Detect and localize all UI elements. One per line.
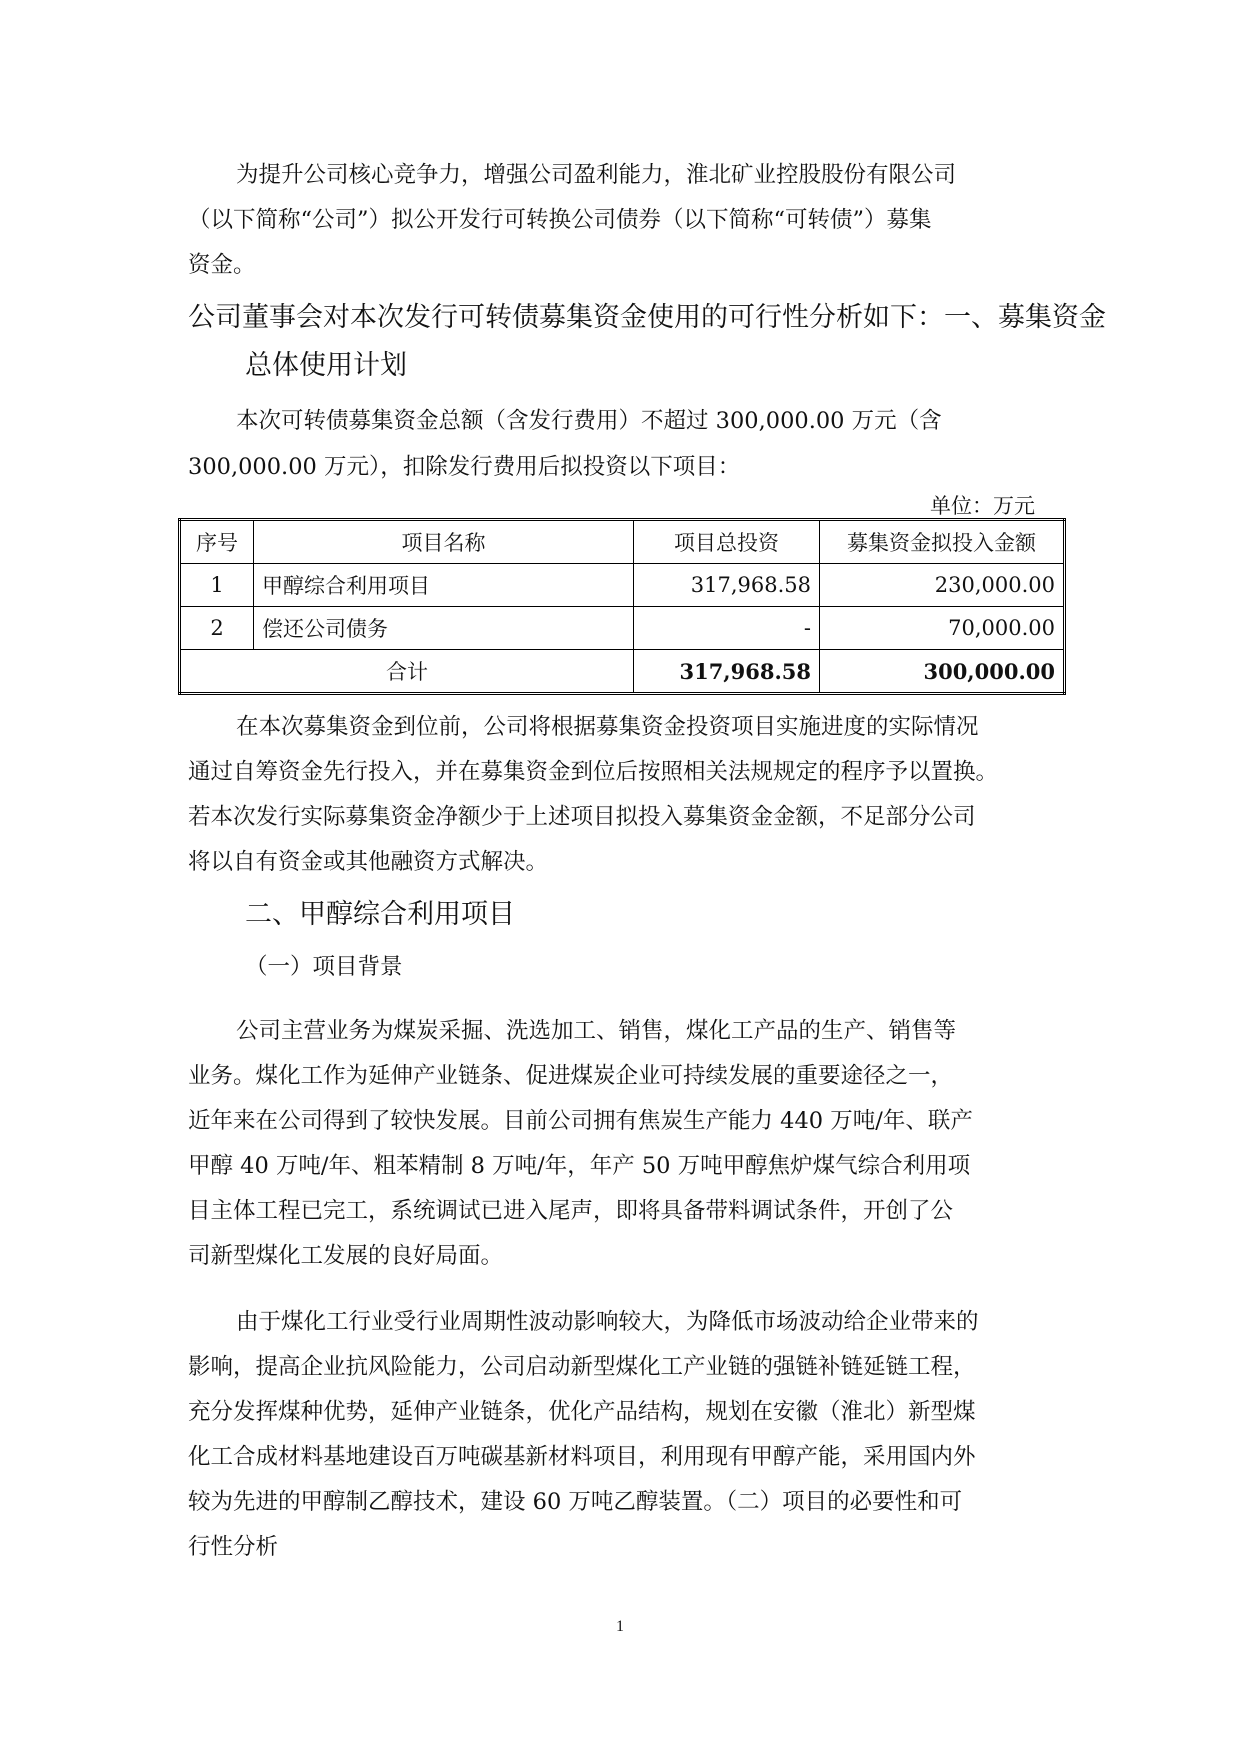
cell-project-name: 偿还公司债务 xyxy=(254,607,634,650)
section-1-title: 总体使用计划 xyxy=(245,350,407,381)
table-sum-row xyxy=(180,650,1065,694)
sum-total: 317,968.58 xyxy=(634,650,820,694)
sum-label: 合计 xyxy=(180,650,634,694)
subsection-1-title: （一）项目背景 xyxy=(245,954,403,980)
sum-raise: 300,000.00 xyxy=(820,650,1065,694)
table-unit-label: 单位：万元 xyxy=(930,494,1035,518)
note-line-1: 在本次募集资金到位前，公司将根据募集资金投资项目实施进度的实际情况 xyxy=(236,714,979,740)
investment-table xyxy=(178,518,1066,695)
cell-no: 2 xyxy=(180,607,254,650)
intro-line-1: 为提升公司核心竞争力，增强公司盈利能力，淮北矿业控股股份有限公司 xyxy=(236,162,957,188)
bg1-line-6: 司新型煤化工发展的良好局面。 xyxy=(188,1243,504,1269)
header-project-name: 项目名称 xyxy=(254,520,634,564)
page-number: 1 xyxy=(616,1618,624,1635)
table-row xyxy=(180,564,1065,607)
note-line-3: 若本次发行实际募集资金净额少于上述项目拟投入募集资金金额，不足部分公司 xyxy=(188,804,976,830)
intro-line-2: （以下简称“公司”）拟公开发行可转换公司债券（以下简称“可转债”）募集 xyxy=(188,207,932,233)
bg2-line-4: 化工合成材料基地建设百万吨碳基新材料项目，利用现有甲醇产能，采用国内外 xyxy=(188,1444,976,1470)
plan-line-1: 本次可转债募集资金总额（含发行费用）不超过 300,000.00 万元（含 xyxy=(236,408,942,434)
bg2-line-2: 影响，提高企业抗风险能力，公司启动新型煤化工产业链的强链补链延链工程， xyxy=(188,1354,976,1380)
header-raised-amount: 募集资金拟投入金额 xyxy=(820,520,1065,564)
board-line-1: 公司董事会对本次发行可转债募集资金使用的可行性分析如下：一、募集资金 xyxy=(188,302,1106,333)
header-total-investment: 项目总投资 xyxy=(634,520,820,564)
cell-total: - xyxy=(634,607,820,650)
header-no: 序号 xyxy=(180,520,254,564)
bg2-line-6: 行性分析 xyxy=(188,1534,279,1560)
table-header-row xyxy=(180,520,1065,564)
plan-line-2: 300,000.00 万元），扣除发行费用后拟投资以下项目： xyxy=(188,454,741,480)
bg1-line-3: 近年来在公司得到了较快发展。目前公司拥有焦炭生产能力 440 万吨/年、联产 xyxy=(188,1108,973,1134)
bg1-line-2: 业务。煤化工作为延伸产业链条、促进煤炭企业可持续发展的重要途径之一， xyxy=(188,1063,954,1089)
cell-raise: 230,000.00 xyxy=(820,564,1065,607)
cell-raise: 70,000.00 xyxy=(820,607,1065,650)
note-line-4: 将以自有资金或其他融资方式解决。 xyxy=(188,849,549,875)
cell-no: 1 xyxy=(180,564,254,607)
bg1-line-5: 目主体工程已完工，系统调试已进入尾声，即将具备带料调试条件，开创了公 xyxy=(188,1198,954,1224)
bg2-line-3: 充分发挥煤种优势，延伸产业链条，优化产品结构，规划在安徽（淮北）新型煤 xyxy=(188,1399,976,1425)
note-line-2: 通过自筹资金先行投入，并在募集资金到位后按照相关法规规定的程序予以置换。 xyxy=(188,759,999,785)
cell-project-name: 甲醇综合利用项目 xyxy=(254,564,634,607)
bg2-line-1: 由于煤化工行业受行业周期性波动影响较大，为降低市场波动给企业带来的 xyxy=(236,1309,979,1335)
intro-line-3: 资金。 xyxy=(188,252,256,278)
bg1-line-1: 公司主营业务为煤炭采掘、洗选加工、销售，煤化工产品的生产、销售等 xyxy=(236,1018,957,1044)
table-row xyxy=(180,607,1065,650)
section-2-title: 二、甲醇综合利用项目 xyxy=(245,899,515,930)
bg1-line-4: 甲醇 40 万吨/年、粗苯精制 8 万吨/年，年产 50 万吨甲醇焦炉煤气综合利用项 xyxy=(188,1153,971,1179)
bg2-line-5: 较为先进的甲醇制乙醇技术，建设 60 万吨乙醇装置。（二）项目的必要性和可 xyxy=(188,1489,963,1515)
cell-total: 317,968.58 xyxy=(634,564,820,607)
